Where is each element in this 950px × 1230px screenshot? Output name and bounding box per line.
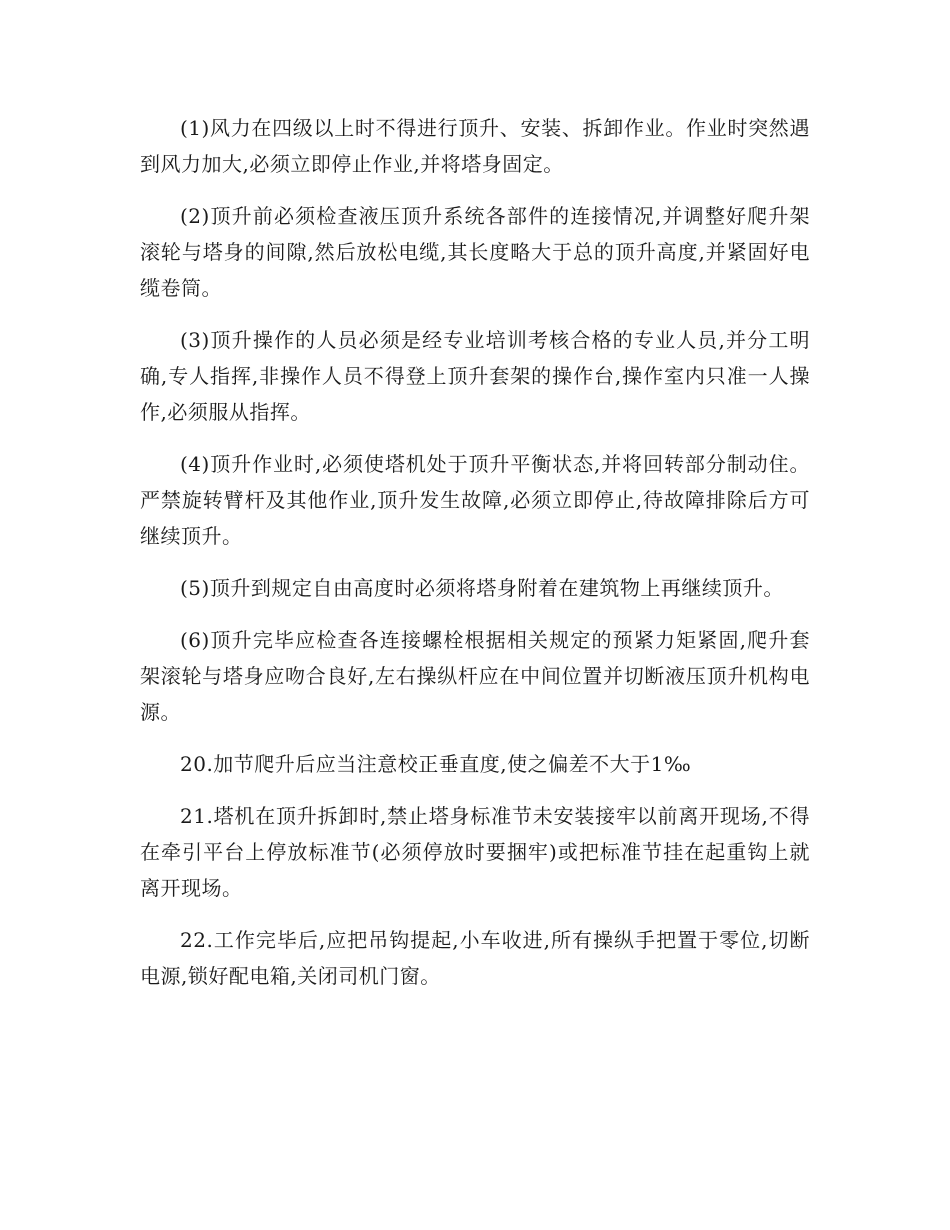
- paragraph-3: (3)顶升操作的人员必须是经专业培训考核合格的专业人员,并分工明确,专人指挥,非操作人员不得登上顶升套架的操作台,操作室内只准一人操作,必须服从指挥。: [140, 328, 810, 424]
- paragraph-5: (5)顶升到规定自由高度时必须将塔身附着在建筑物上再继续顶升。: [180, 576, 784, 600]
- paragraph-4: (4)顶升作业时,必须使塔机处于顶升平衡状态,并将回转部分制动住。严禁旋转臂杆及其他作业,顶升发生故障,必须立即停止,待故障排除后方可继续顶升。: [140, 452, 810, 548]
- paragraph-22: 22.工作完毕后,应把吊钩提起,小车收进,所有操纵手把置于零位,切断电源,锁好配电箱,关闭司机门窗。: [140, 928, 810, 988]
- paragraph-6: (6)顶升完毕应检查各连接螺栓根据相关规定的预紧力矩紧固,爬升套架滚轮与塔身应吻合良好,左右操纵杆应在中间位置并切断液压顶升机构电源。: [140, 628, 810, 724]
- paragraph-21: 21.塔机在顶升拆卸时,禁止塔身标准节未安装接牢以前离开现场,不得在牵引平台上停放标准节(必须停放时要捆牢)或把标准节挂在起重钩上就离开现场。: [140, 804, 810, 900]
- paragraph-20: 20.加节爬升后应当注意校正垂直度,使之偏差不大于1‰: [180, 752, 692, 776]
- paragraph-1: (1)风力在四级以上时不得进行顶升、安装、拆卸作业。作业时突然遇到风力加大,必须立即停止作业,并将塔身固定。: [140, 116, 810, 176]
- paragraph-2: (2)顶升前必须检查液压顶升系统各部件的连接情况,并调整好爬升架滚轮与塔身的间隙,然后放松电缆,其长度略大于总的顶升高度,并紧固好电缆卷筒。: [140, 204, 810, 300]
